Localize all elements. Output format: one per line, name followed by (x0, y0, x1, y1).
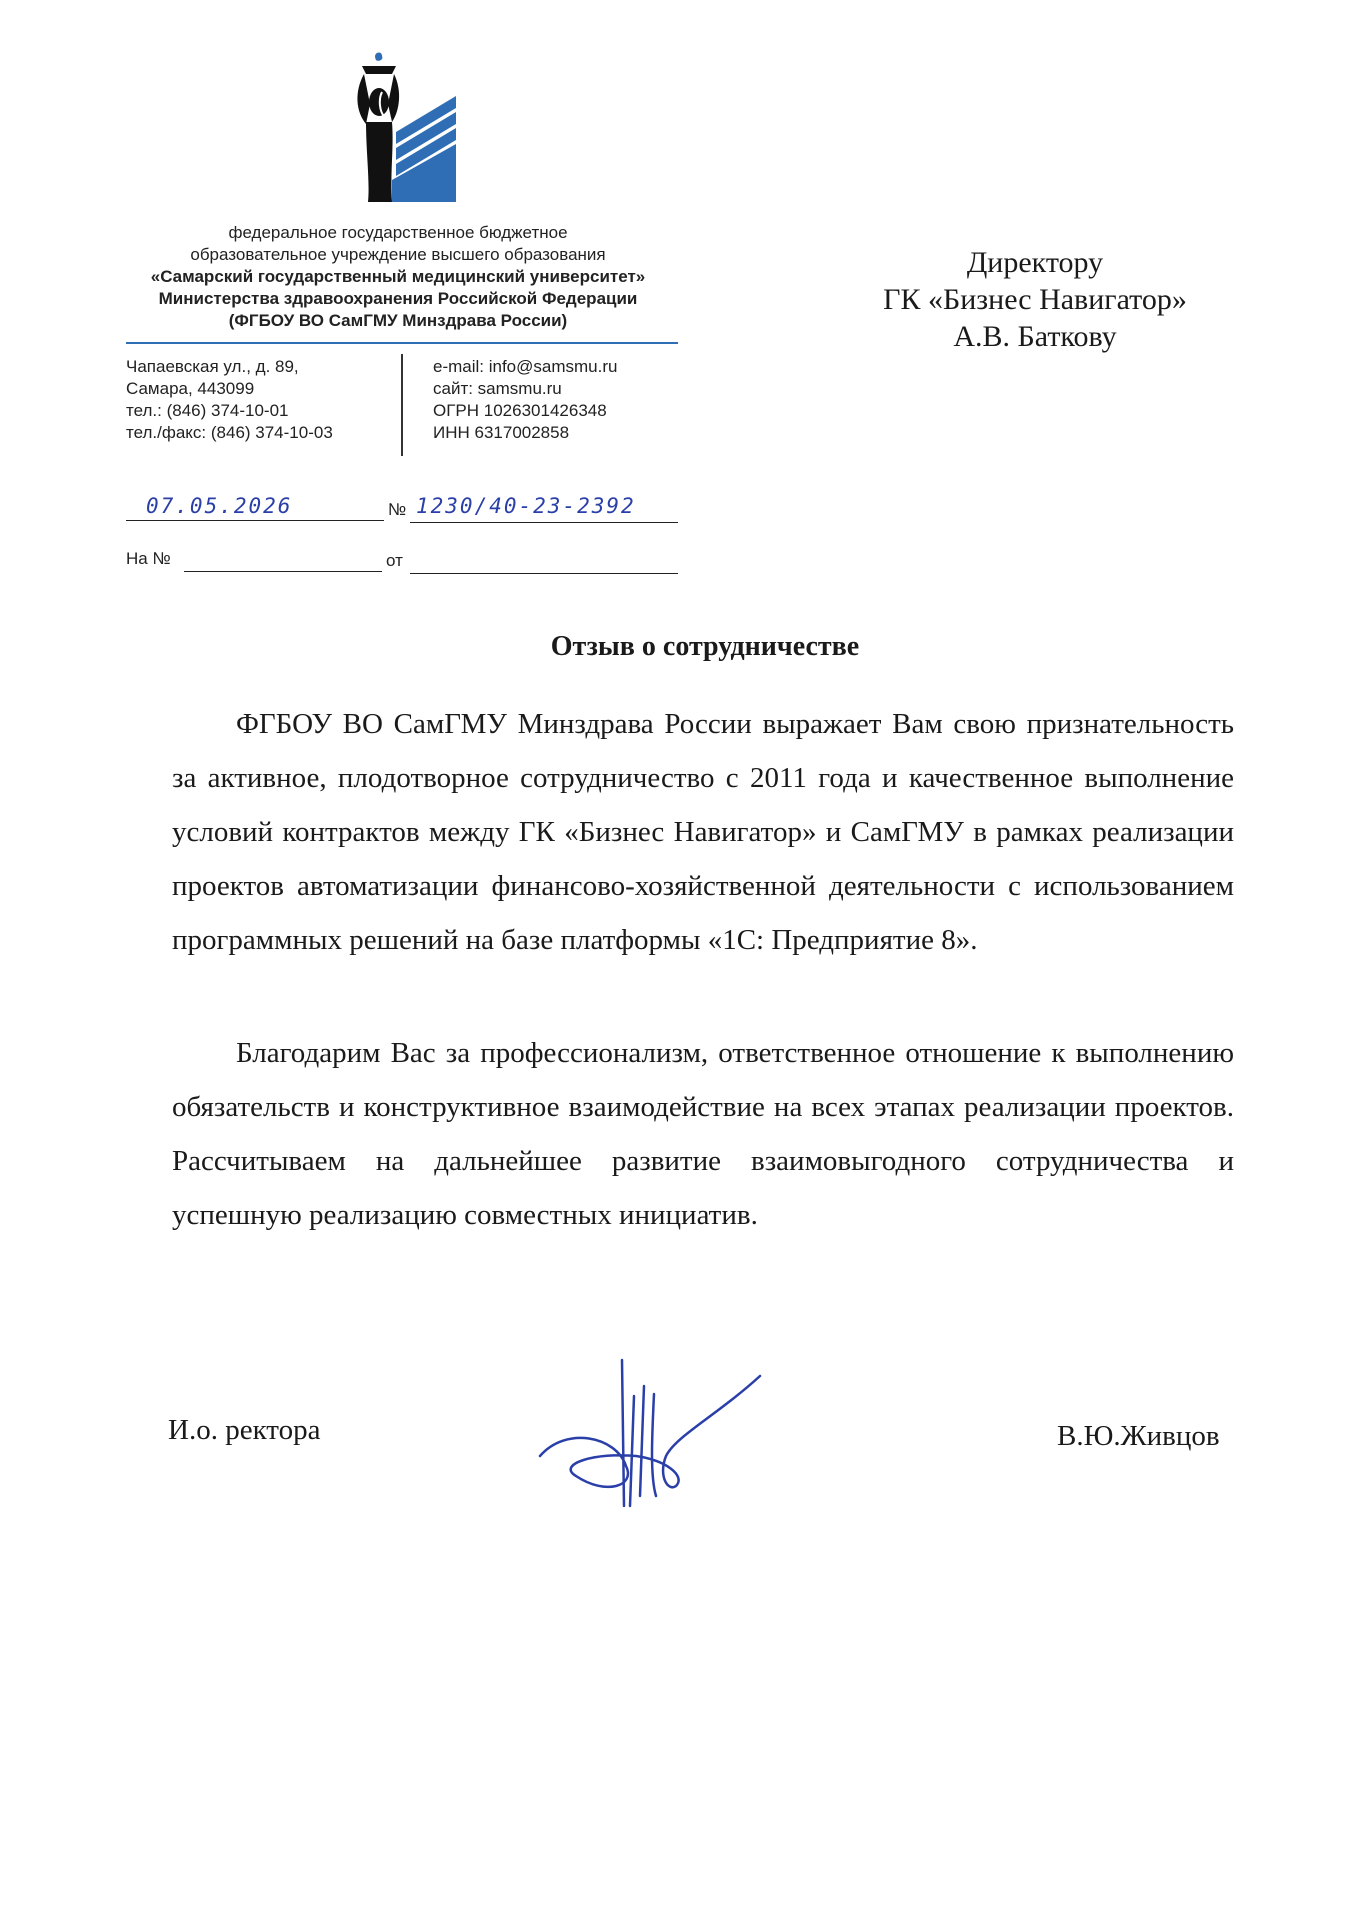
letter-title: Отзыв о сотрудничестве (550, 631, 860, 662)
phone: тел.: (846) 374-10-01 (126, 401, 289, 420)
recipient-name: А.В. Баткову (953, 320, 1117, 353)
website: сайт: samsmu.ru (433, 379, 562, 398)
fax: тел./факс: (846) 374-10-03 (126, 423, 333, 442)
ref-number-underline (184, 571, 382, 572)
address-line: Самара, 443099 (126, 379, 255, 398)
org-line: Министерства здравоохранения Российской Федерации (158, 289, 638, 308)
address-block (126, 356, 396, 444)
ref-from-label: от (386, 551, 403, 570)
letter-paragraph: Благодарим Вас за профессионализм, ответственное отношение к выполнению обязательств и конструктивное взаимодействие на всех этапах реализации проектов. Рассчитываем на дальнейшее развитие взаимовыгодного сотрудничества и успешную реализацию совместных инициатив. (172, 1037, 1234, 1231)
inn: ИНН 6317002858 (433, 423, 570, 442)
letter-paragraph: ФГБОУ ВО СамГМУ Минздрава России выражает Вам свою признательность за активное, плодотворное сотрудничество с 2011 года и качественное выполнение условий контрактов между ГК «Бизнес Навигатор» и СамГМУ в рамках реализации проектов автоматизации финансово-хозяйственной деятельности с использованием программных решений на базе платформы «1С: Предприятие 8». (172, 708, 1234, 956)
handwritten-signature (536, 1356, 766, 1526)
registration-number: 1230/40-23-2392 (416, 494, 636, 518)
signatory-position: И.о. ректора (168, 1414, 321, 1446)
organization-name (118, 222, 678, 332)
details-block (433, 356, 693, 444)
ref-from-underline (410, 573, 678, 574)
number-underline (410, 522, 678, 523)
org-line: «Самарский государственный медицинский университет» (150, 267, 646, 286)
address-line: Чапаевская ул., д. 89, (126, 357, 299, 376)
email: e-mail: info@samsmu.ru (433, 357, 618, 376)
registration-date: 07.05.2026 (146, 494, 293, 518)
recipient-position: Директору (966, 246, 1104, 279)
date-underline (126, 520, 384, 521)
org-line: (ФГБОУ ВО СамГМУ Минздрава России) (228, 311, 568, 330)
university-logo (352, 52, 456, 208)
org-line: федеральное государственное бюджетное (228, 223, 568, 242)
number-label: № (388, 500, 407, 519)
contacts-divider (401, 354, 403, 456)
ogrn: ОГРН 1026301426348 (433, 401, 607, 420)
org-line: образовательное учреждение высшего образования (190, 245, 606, 264)
letterhead-divider (126, 342, 678, 344)
ref-number-label: На № (126, 549, 171, 568)
recipient-company: ГК «Бизнес Навигатор» (883, 283, 1187, 316)
recipient-block (840, 244, 1230, 355)
signatory-name: В.Ю.Живцов (1057, 1420, 1220, 1452)
